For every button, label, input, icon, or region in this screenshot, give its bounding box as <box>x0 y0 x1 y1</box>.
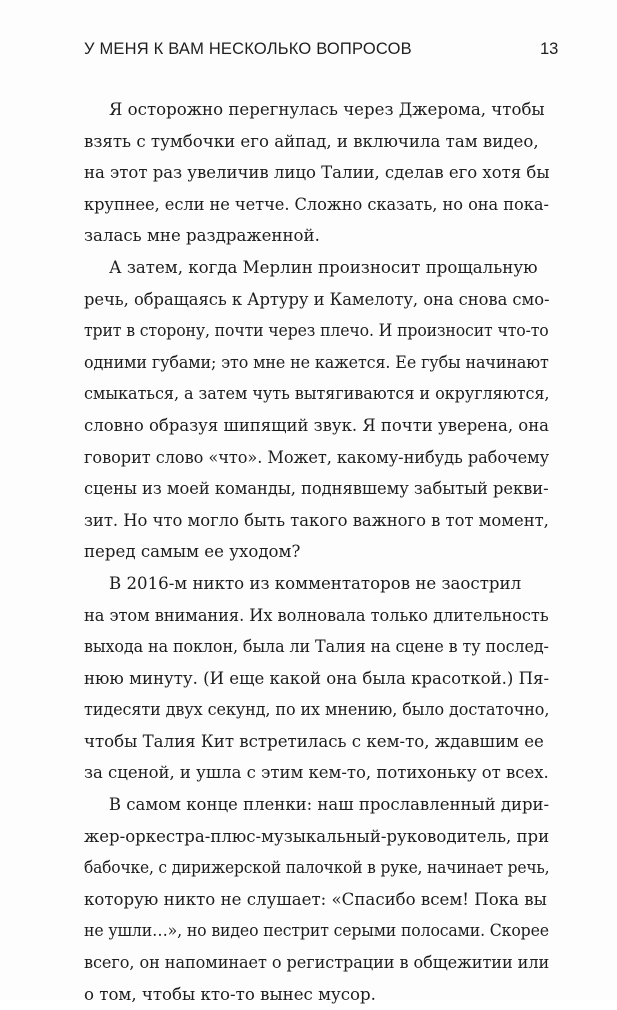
text-line: взять с тумбочки его айпад, и включила там видео, <box>84 131 539 151</box>
paragraph-4 <box>84 789 549 1010</box>
text-line: А затем, когда Мерлин произносит прощальную <box>109 257 538 277</box>
text-line: зит. Но что могло быть такого важного в тот момент, <box>84 510 549 530</box>
text-line: одними губами; это мне не кажется. Ее губы начинают <box>84 352 549 372</box>
text-line: на этот раз увеличив лицо Талии, сделав его хотя бы <box>84 163 550 183</box>
text-line: смыкаться, а затем чуть вытягиваются и округляются, <box>84 384 550 404</box>
paragraph-1 <box>84 94 549 252</box>
text-line: крупнее, если не четче. Сложно сказать, но она пока- <box>84 194 549 214</box>
text-line: залась мне раздраженной. <box>84 226 320 246</box>
text-line: чтобы Талия Кит встретилась с кем-то, ждавшим ее <box>84 731 544 751</box>
page-number: 13 <box>540 40 559 58</box>
text-line: всего, он напоминает о регистрации в общежитии или <box>84 953 550 973</box>
text-line: перед самым ее уходом? <box>84 542 301 562</box>
text-line: словно образуя шипящий звук. Я почти уверена, она <box>84 415 550 435</box>
text-line: В самом конце пленки: наш прославленный дири- <box>108 795 550 815</box>
text-line: бабочке, с дирижерской палочкой в руке, начинает речь, <box>84 858 550 878</box>
text-line: речь, обращаясь к Артуру и Камелоту, она снова смо- <box>84 289 550 309</box>
text-line: тидесяти двух секунд, по их мнению, было достаточно, <box>84 700 550 720</box>
text-line: на этом внимания. Их волновала только длительность <box>84 605 549 625</box>
text-line: за сценой, и ушла с этим кем-то, потихоньку от всех. <box>84 763 549 783</box>
text-line: сцены из моей команды, поднявшему забытый рекви- <box>84 479 549 499</box>
text-line: говорит слово «что». Может, какому-нибудь рабочему <box>84 447 550 467</box>
text-line: которую никто не слушает: «Спасибо всем! Пока вы <box>84 889 547 909</box>
text-line: о том, чтобы кто-то вынес мусор. <box>84 984 376 1004</box>
text-line: выхода на поклон, была ли Талия на сцене в ту послед- <box>84 637 549 657</box>
text-line: В 2016-м никто из комментаторов не заострил <box>109 573 522 593</box>
text-line: жер-оркестра-плюс-музыкальный-руководитель, при <box>84 826 550 846</box>
paragraph-2 <box>84 252 549 568</box>
paragraph-3 <box>84 568 549 789</box>
text-line: не ушли…», но видео пестрит серыми полосами. Скорее <box>84 921 549 941</box>
running-title: У МЕНЯ К ВАМ НЕСКОЛЬКО ВОПРОСОВ <box>84 40 412 58</box>
text-line: нюю минуту. (И еще какой она была красоткой.) Пя- <box>84 668 550 688</box>
text-line: трит в сторону, почти через плечо. И произносит что-то <box>84 321 549 341</box>
text-line: Я осторожно перегнулась через Джерома, чтобы <box>109 100 545 119</box>
body-text <box>84 94 549 1010</box>
